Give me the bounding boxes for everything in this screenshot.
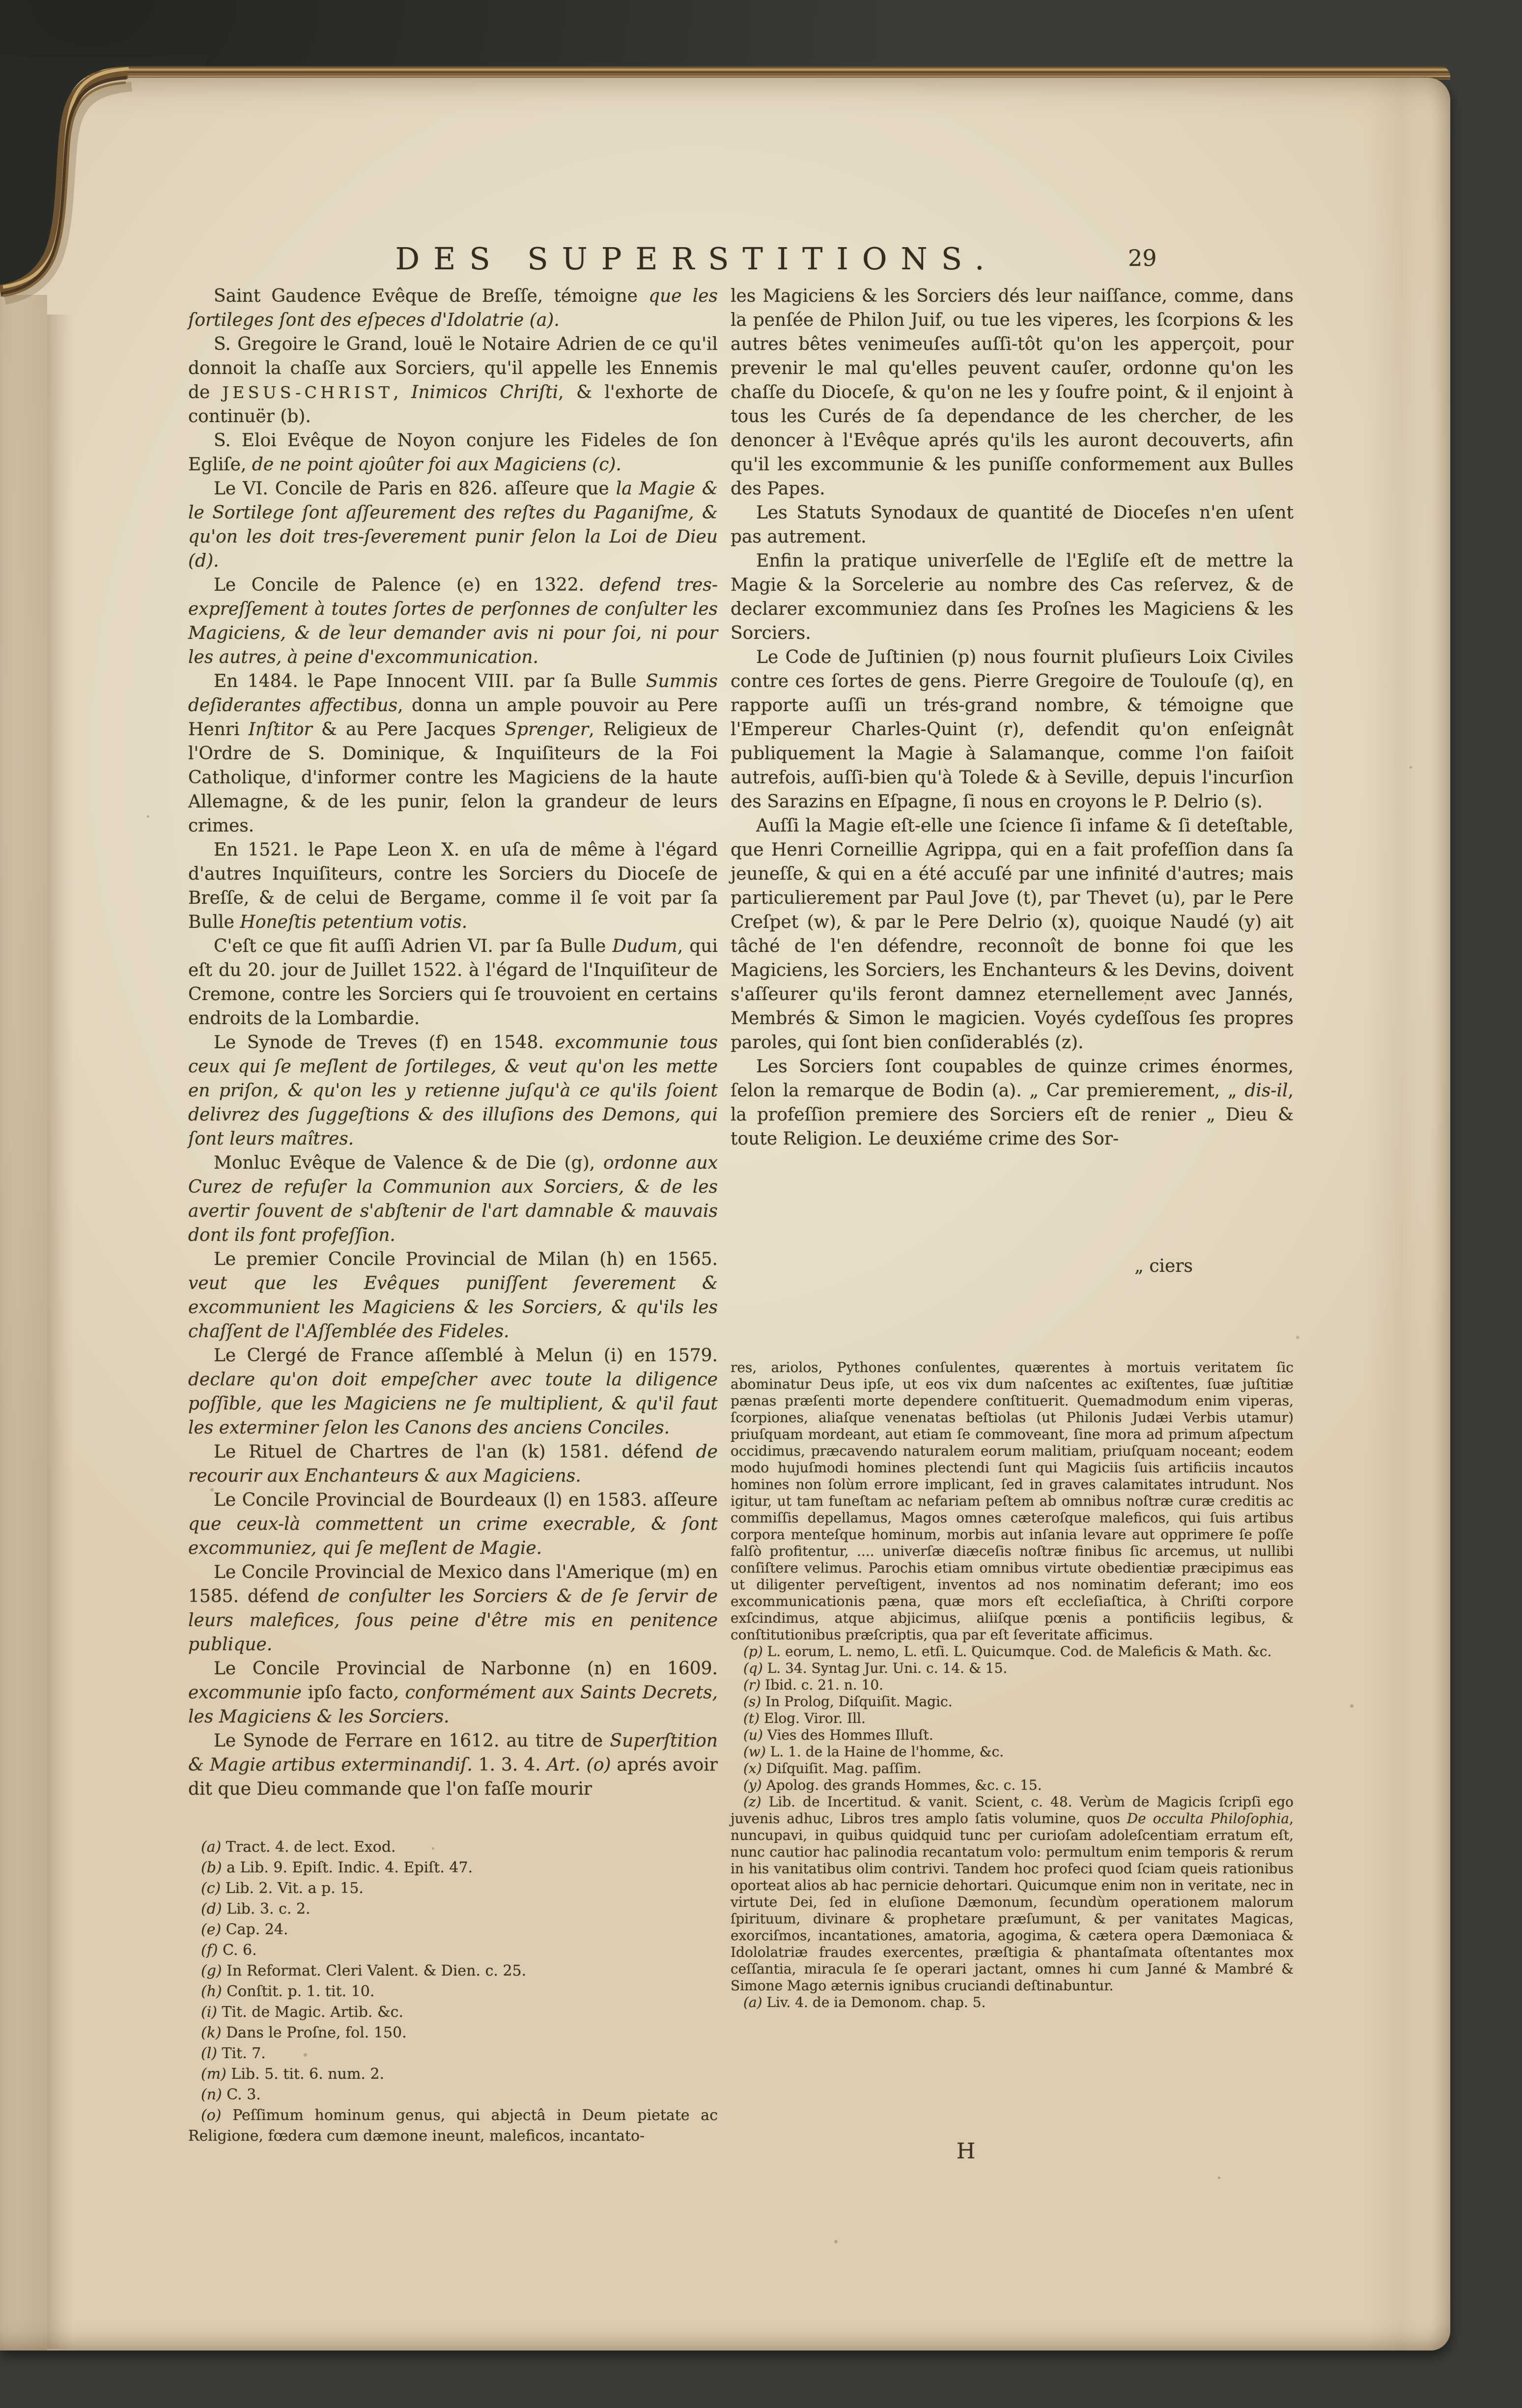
paragraph: Le Concile Provincial de Mexico dans l'Amerique (m) en 1585. défend de conſulter les Sorciers & de ſe ſervir de leurs malefices, ſous peine d'être mis en penitence publique. — [188, 1562, 718, 1655]
footnote: (o) Peſſimum hominum genus, qui abjectâ in Deum pietate ac Religione, fœdera cum dæmone ineunt, maleficos, incantato- — [188, 2107, 718, 2145]
footnote: (e) Cap. 24. — [201, 1921, 288, 1938]
paragraph: En 1521. le Pape Leon X. en uſa de même à l'égard d'autres Inquiſiteurs, contre les Sorciers du Dioceſe de Breſſe, & de celui de Bergame, comme il ſe voit par ſa Bulle Honeſtis petentium votis. — [188, 840, 718, 932]
paragraph: Le premier Concile Provincial de Milan (h) en 1565. veut que les Evêques puniſſent ſeverement & excommunient les Magiciens & les Sorciers, & qu'ils les chaſſent de l'Aſſemblée des Fideles. — [188, 1249, 718, 1342]
footnote: (a) Liv. 4. de ia Demonom. chap. 5. — [743, 1994, 986, 2010]
footnote: (x) Diſquiſit. Mag. paſſim. — [743, 1760, 922, 1777]
paragraph: Le Synode de Treves (f) en 1548. excommunie tous ceux qui ſe meſlent de ſortileges, & veut qu'on les mette en priſon, & qu'on les y retienne juſqu'à ce qu'ils ſoient delivrez des ſuggeſtions & des illuſions des Demons, qui ſont leurs maîtres. — [188, 1032, 718, 1149]
footnote: (l) Tit. 7. — [201, 2045, 266, 2062]
gathering-signature: H — [956, 2139, 976, 2164]
paragraph: res, ariolos, Pythones conſulentes, quærentes à mortuis veritatem ſic abominatur Deus ipſe, ut eos vix dum naſcentes ac exiſtentes, ſuæ juſtitiæ pænas præſenti morte dependere conſtituerit. Quemadmodum enim viperas, ſcorpiones, aliaſque venenatas beſtiolas (ut Philonis Judæi Verbis utamur) priuſquam mordeant, aut etiam ſe commoveant, ſine mora ad primum aſpectum occidimus, præcavendo naturalem eorum malitiam, priuſquam noceant; eodem modo hujuſmodi homines plectendi ſunt qui Magiciis ſuis artificiis incautos homines non ſolùm errore implicant, ſed in graves calamitates intrudunt. Nos igitur, ut tam funeſtam ac nefariam peſtem ab omnibus noſtræ curæ creditis ac commiſſis depellamus, Magos omnes cæteroſque maleficos, qui ſuis artibus corpora menteſque hominum, morbis aut inſania levare aut opprimere ſe poſſe falſò profitentur, .... univerſæ diæceſis noſtræ finibus ſic arcemus, ut nullibi conſiſtere velimus. Parochis etiam omnibus virtute obedientiæ præcipimus eas ut diligenter perveſtigent, inventos ad nos nominatim deferant; imo eos excommunicationis pæna, quæ mors eſt eccleſiaſtica, à Chriſti corpore exſcindimus, atque abjicimus, aliiſque pœnis a pontificiis legibus, & conſtitutionibus præſcriptis, qua par eſt ſeveritate afficimus. — [731, 1359, 1294, 1643]
paragraph: En 1484. le Pape Innocent VIII. par ſa Bulle Summis deſiderantes affectibus, donna un ample pouvoir au Pere Henri Inſtitor & au Pere Jacques Sprenger, Religieux de l'Ordre de S. Dominique, & Inquiſiteurs de la Foi Catholique, d'informer contre les Magiciens de la haute Allemagne, & de les punir, ſelon la grandeur de leurs crimes. — [188, 671, 718, 836]
paragraph: Le Clergé de France aſſemblé à Melun (i) en 1579. declare qu'on doit empeſcher avec toute la diligence poſſible, que les Magiciens ne ſe multiplient, & qu'il faut les exterminer ſelon les Canons des anciens Conciles. — [188, 1346, 718, 1438]
paragraph: Le Rituel de Chartres de l'an (k) 1581. défend de recourir aux Enchanteurs & aux Magiciens. — [188, 1442, 718, 1486]
paragraph: Le Concile de Palence (e) en 1322. defend tres-expreſſement à toutes ſortes de perſonnes de conſulter les Magiciens, & de leur demander avis ni pour ſoi, ni pour les autres, à peine d'excommunication. — [188, 575, 718, 667]
paper-fold-shade — [1366, 78, 1430, 2351]
footnote: (w) L. 1. de la Haine de l'homme, &c. — [743, 1744, 1004, 1760]
footnote: (c) Lib. 2. Vit. a p. 15. — [201, 1880, 364, 1897]
paragraph: S. Eloi Evêque de Noyon conjure les Fideles de ſon Egliſe, de ne point ajoûter foi aux Magiciens (c). — [188, 430, 718, 475]
footnote: (a) Tract. 4. de lect. Exod. — [201, 1838, 396, 1856]
footnote: (d) Lib. 3. c. 2. — [201, 1900, 310, 1918]
left-footnotes-block — [188, 1837, 718, 2147]
footnote: (g) In Reformat. Cleri Valent. & Dien. c. 25. — [201, 1962, 527, 1979]
page-curl-graphic — [0, 58, 206, 333]
paragraph: Les Statuts Synodaux de quantité de Dioceſes n'en uſent pas autrement. — [731, 503, 1294, 547]
footnote: (m) Lib. 5. tit. 6. num. 2. — [201, 2065, 385, 2083]
paragraph: C'eſt ce que fit auſſi Adrien VI. par ſa Bulle Dudum, qui eſt du 20. jour de Juillet 1522. à l'égard de l'Inquiſiteur de Cremone, contre les Sorciers qui ſe trouvoient en certains endroits de la Lombardie. — [188, 936, 718, 1029]
footnote: (y) Apolog. des grands Hommes, &c. c. 15. — [743, 1777, 1042, 1793]
footnote: (h) Conſtit. p. 1. tit. 10. — [201, 1983, 375, 2000]
footnote: (b) a Lib. 9. Epiſt. Indic. 4. Epiſt. 47. — [201, 1859, 473, 1876]
footnote: (u) Vies des Hommes Illuſt. — [743, 1727, 933, 1743]
footnote: (t) Elog. Viror. Ill. — [743, 1710, 866, 1726]
paragraph: les Magiciens & les Sorciers dés leur naiſſance, comme, dans la penſée de Philon Juif, ou tue les viperes, les ſcorpions & les autres bêtes venimeuſes auſſi-tôt qu'on les apperçoit, pour prevenir le mal qu'elles peuvent cauſer, ordonne qu'on les chaſſe du Dioceſe, & qu'on ne les y ſoufre point, & il enjoint à tous les Curés de ſa dependance de les chercher, de les denoncer à l'Evêque aprés qu'ils les auront decouverts, afin qu'il les excommunie & les puniſſe conformement aux Bulles des Papes. — [731, 286, 1294, 499]
paragraph: Le Code de Juſtinien (p) nous fournit pluſieurs Loix Civiles contre ces ſortes de gens. Pierre Gregoire de Toulouſe (q), en rapporte auſſi un trés-grand nombre, & témoigne que l'Empereur Charles-Quint (r), defendit qu'on enſeignât publiquement la Magie à Salamanque, comme l'on faiſoit autrefois, auſſi-bien qu'à Tolede & à Seville, depuis l'incurſion des Sarazins en Eſpagne, ſi nous en croyons le P. Delrio (s). — [731, 647, 1294, 812]
paragraph: Enfin la pratique univerſelle de l'Egliſe eſt de mettre la Magie & la Sorcelerie au nombre des Cas reſervez, & de declarer excommuniez dans ſes Proſnes les Magiciens & les Sorciers. — [731, 551, 1294, 643]
right-text-column — [731, 284, 1294, 1151]
page-number: 29 — [1128, 245, 1157, 271]
footnote: (i) Tit. de Magic. Artib. &c. — [201, 2004, 404, 2021]
paragraph: Le Concile Provincial de Bourdeaux (l) en 1583. aſſeure que ceux-là commettent un crime execrable, & ſont excommuniez, qui ſe meſlent de Magie. — [188, 1490, 718, 1558]
footnote: (k) Dans le Proſne, fol. 150. — [201, 2024, 407, 2041]
paragraph: S. Gregoire le Grand, louë le Notaire Adrien de ce qu'il donnoit la chaſſe aux Sorciers, qu'il appelle les Ennemis de JESUS-CHRIST, Inimicos Chriſti, & l'exhorte de continuër (b). — [188, 334, 718, 427]
paragraph: Monluc Evêque de Valence & de Die (g), ordonne aux Curez de refuſer la Communion aux Sorciers, & de les avertir ſouvent de s'abſtenir de l'art damnable & mauvais dont ils font profeſſion. — [188, 1153, 718, 1245]
footnote: (n) C. 3. — [201, 2086, 261, 2103]
left-margin-shade — [0, 295, 47, 2351]
paragraph: Saint Gaudence Evêque de Breſſe, témoigne que les ſortileges ſont des eſpeces d'Idolatrie (a). — [188, 286, 718, 330]
paragraph: Les Sorciers ſont coupables de quinze crimes énormes, ſelon la remarque de Bodin (a). „ Car premierement, „ dis-il, la profeſſion premiere des Sorciers eſt de renier „ Dieu & toute Religion. Le deuxiéme crime des Sor- — [731, 1057, 1294, 1149]
footnote: (z) Lib. de Incertitud. & vanit. Scient, c. 48. Verùm de Magicis ſcripſi ego juvenis adhuc, Libros tres amplo ſatis volumine, quos De occulta Philoſophia, nuncupavi, in quibus quidquid tunc per curioſam adoleſcentiam erratum eſt, nunc cautior hac palinodia recantatum volo: permultum enim temporis & rerum in his vanitatibus olim contrivi. Tandem hoc profeci quod ſciam queis rationibus oporteat alios ab hac pernicie dehortari. Quicumque enim non in veritate, nec in virtute Dei, ſed in eluſione Dæmonum, ſecundùm operationem malorum ſpirituum, divinare & prophetare præſumunt, & per vanitates Magicas, exorciſmos, incantationes, amatoria, agogima, & cætera opera Dæmoniaca & Idololatriæ fraudes exercentes, præſtigia & phantaſmata oſtentantes mox ceſſantia, miracula ſe ſe operari jactant, omnes hi cum Janné & Mambré & Simone Mago æternis ignibus cruciandi deſtinabuntur. — [731, 1794, 1294, 1994]
catchword: „ ciers — [1134, 1256, 1193, 1276]
left-text-column — [188, 284, 718, 1801]
paragraph: Auſſi la Magie eſt-elle une ſcience ſi infame & ſi deteſtable, que Henri Corneillie Agrippa, qui en a fait profeſſion dans ſa jeuneſſe, & qui en a été accuſé par une infinité d'autres; mais particulierement par Paul Jove (t), par Thevet (u), par le Pere Creſpet (w), & par le Pere Delrio (x), quoique Naudé (y) ait tâché de l'en défendre, reconnoît de bonne foi que les Magiciens, les Sorciers, les Enchanteurs & les Devins, doivent s'aſſeurer qu'ils feront damnez eternellement avec Jannés, Membrés & Simon le magicien. Voyés cydeſſous ſes propres paroles, qui ſont bien conſiderablés (z). — [731, 816, 1294, 1053]
footnote: (r) Ibid. c. 21. n. 10. — [743, 1677, 884, 1693]
footnote: (q) L. 34. Syntag Jur. Uni. c. 14. & 15. — [743, 1660, 1008, 1676]
footnote: (p) L. eorum, L. nemo, L. etſi. L. Quicumque. Cod. de Maleficis & Math. &c. — [743, 1643, 1272, 1660]
paper-speckles — [0, 0, 1, 1]
footnote: (s) In Prolog, Diſquiſit. Magic. — [743, 1693, 953, 1710]
right-footnotes-block — [731, 1359, 1294, 2011]
gutter-crease-shadow — [47, 315, 74, 2349]
running-head-title: DES SUPERSTITIONS. — [395, 241, 998, 277]
paragraph: Le Synode de Ferrare en 1612. au titre de Superſtition & Magie artibus exterminandiſ. 1. 3. 4. Art. (o) aprés avoir dit que Dieu commande que l'on faſſe mourir — [188, 1731, 718, 1799]
paragraph: Le Concile Provincial de Narbonne (n) en 1609. excommunie ipſo facto, conformément aux Saints Decrets, les Magiciens & les Sorciers. — [188, 1659, 718, 1727]
paragraph: Le VI. Concile de Paris en 826. aſſeure que la Magie & le Sortilege ſont aſſeurement des reſtes du Paganiſme, & qu'on les doit tres-ſeverement punir ſelon la Loi de Dieu (d). — [188, 479, 718, 571]
footnote: (f) C. 6. — [201, 1942, 257, 1959]
